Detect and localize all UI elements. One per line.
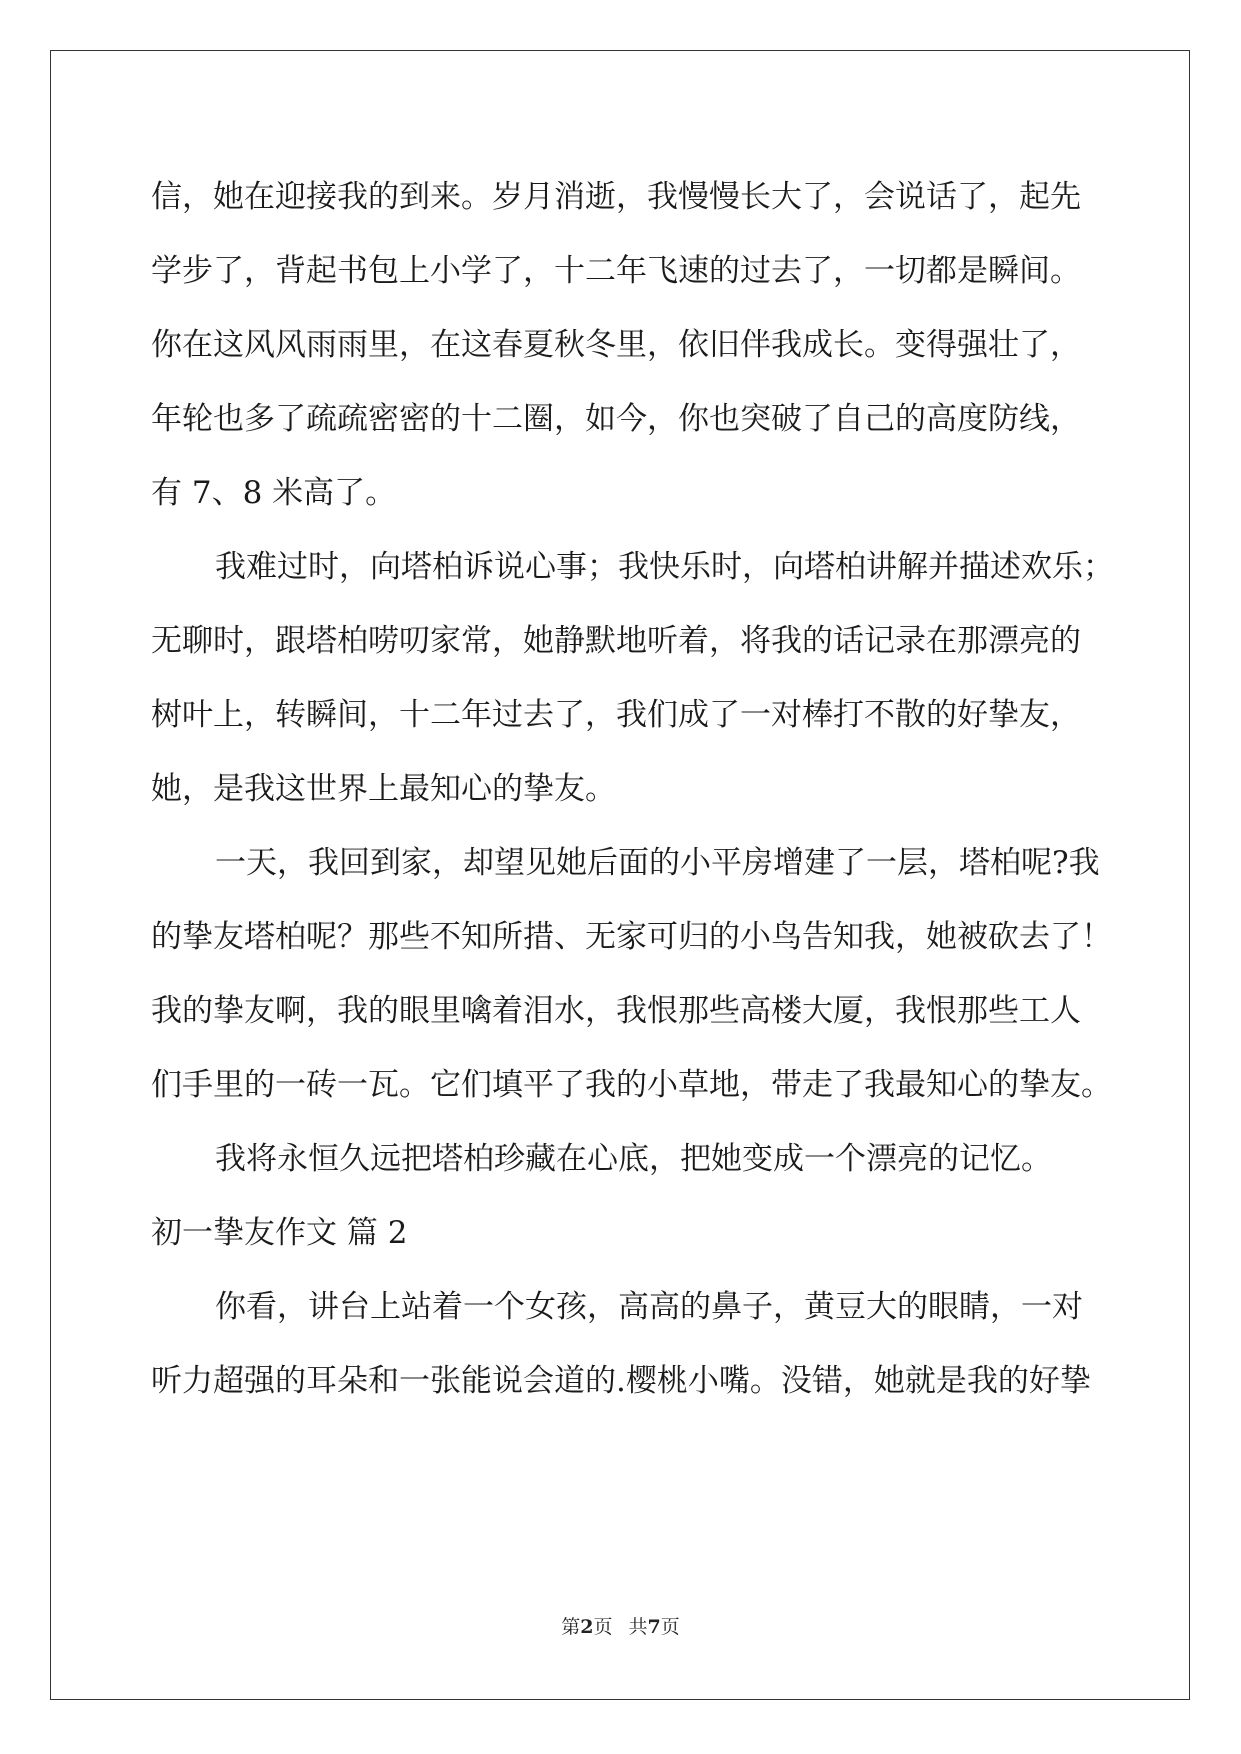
paragraph-start-line: 我难过时，向塔柏诉说心事；我快乐时，向塔柏讲解并描述欢乐； bbox=[215, 549, 1114, 585]
paragraph-start-line: 你看，讲台上站着一个女孩，高高的鼻子，黄豆大的眼睛，一对 bbox=[215, 1289, 1083, 1325]
text-line: 树叶上，转瞬间，十二年过去了，我们成了一对棒打不散的好挚友， bbox=[151, 697, 1081, 733]
total-suffix: 页 bbox=[660, 1616, 680, 1638]
page-footer bbox=[0, 1612, 1241, 1639]
text-line: 无聊时，跟塔柏唠叨家常，她静默地听着，将我的话记录在那漂亮的 bbox=[151, 623, 1081, 659]
section-heading: 初一挚友作文 篇 2 bbox=[151, 1215, 408, 1251]
document-body bbox=[151, 160, 1114, 1418]
paragraph-start-line: 一天，我回到家，却望见她后面的小平房增建了一层，塔柏呢?我 bbox=[215, 845, 1100, 881]
page-prefix: 第 bbox=[561, 1616, 581, 1638]
text-line: 我的挚友啊，我的眼里噙着泪水，我恨那些高楼大厦，我恨那些工人 bbox=[151, 993, 1081, 1029]
text-line: 们手里的一砖一瓦。它们填平了我的小草地，带走了我最知心的挚友。 bbox=[151, 1067, 1112, 1103]
text-line: 年轮也多了疏疏密密的十二圈，如今，你也突破了自己的高度防线， bbox=[151, 401, 1081, 437]
text-line: 的挚友塔柏呢？那些不知所措、无家可归的小鸟告知我，她被砍去了！ bbox=[151, 919, 1112, 955]
total-prefix: 共 bbox=[628, 1616, 648, 1638]
text-line: 有 7、8 米高了。 bbox=[151, 475, 397, 511]
text-line: 你在这风风雨雨里，在这春夏秋冬里，依旧伴我成长。变得强壮了， bbox=[151, 327, 1081, 363]
text-line: 听力超强的耳朵和一张能说会道的.樱桃小嘴。没错，她就是我的好挚 bbox=[151, 1363, 1091, 1399]
text-line: 信，她在迎接我的到来。岁月消逝，我慢慢长大了，会说话了，起先 bbox=[151, 179, 1081, 215]
page-total: 7 bbox=[647, 1616, 661, 1638]
text-line: 她，是我这世界上最知心的挚友。 bbox=[151, 771, 616, 807]
text-line: 学步了，背起书包上小学了，十二年飞速的过去了，一切都是瞬间。 bbox=[151, 253, 1081, 289]
paragraph-start-line: 我将永恒久远把塔柏珍藏在心底，把她变成一个漂亮的记忆。 bbox=[215, 1141, 1052, 1177]
page-suffix: 页 bbox=[593, 1616, 613, 1638]
page-current: 2 bbox=[580, 1616, 594, 1638]
